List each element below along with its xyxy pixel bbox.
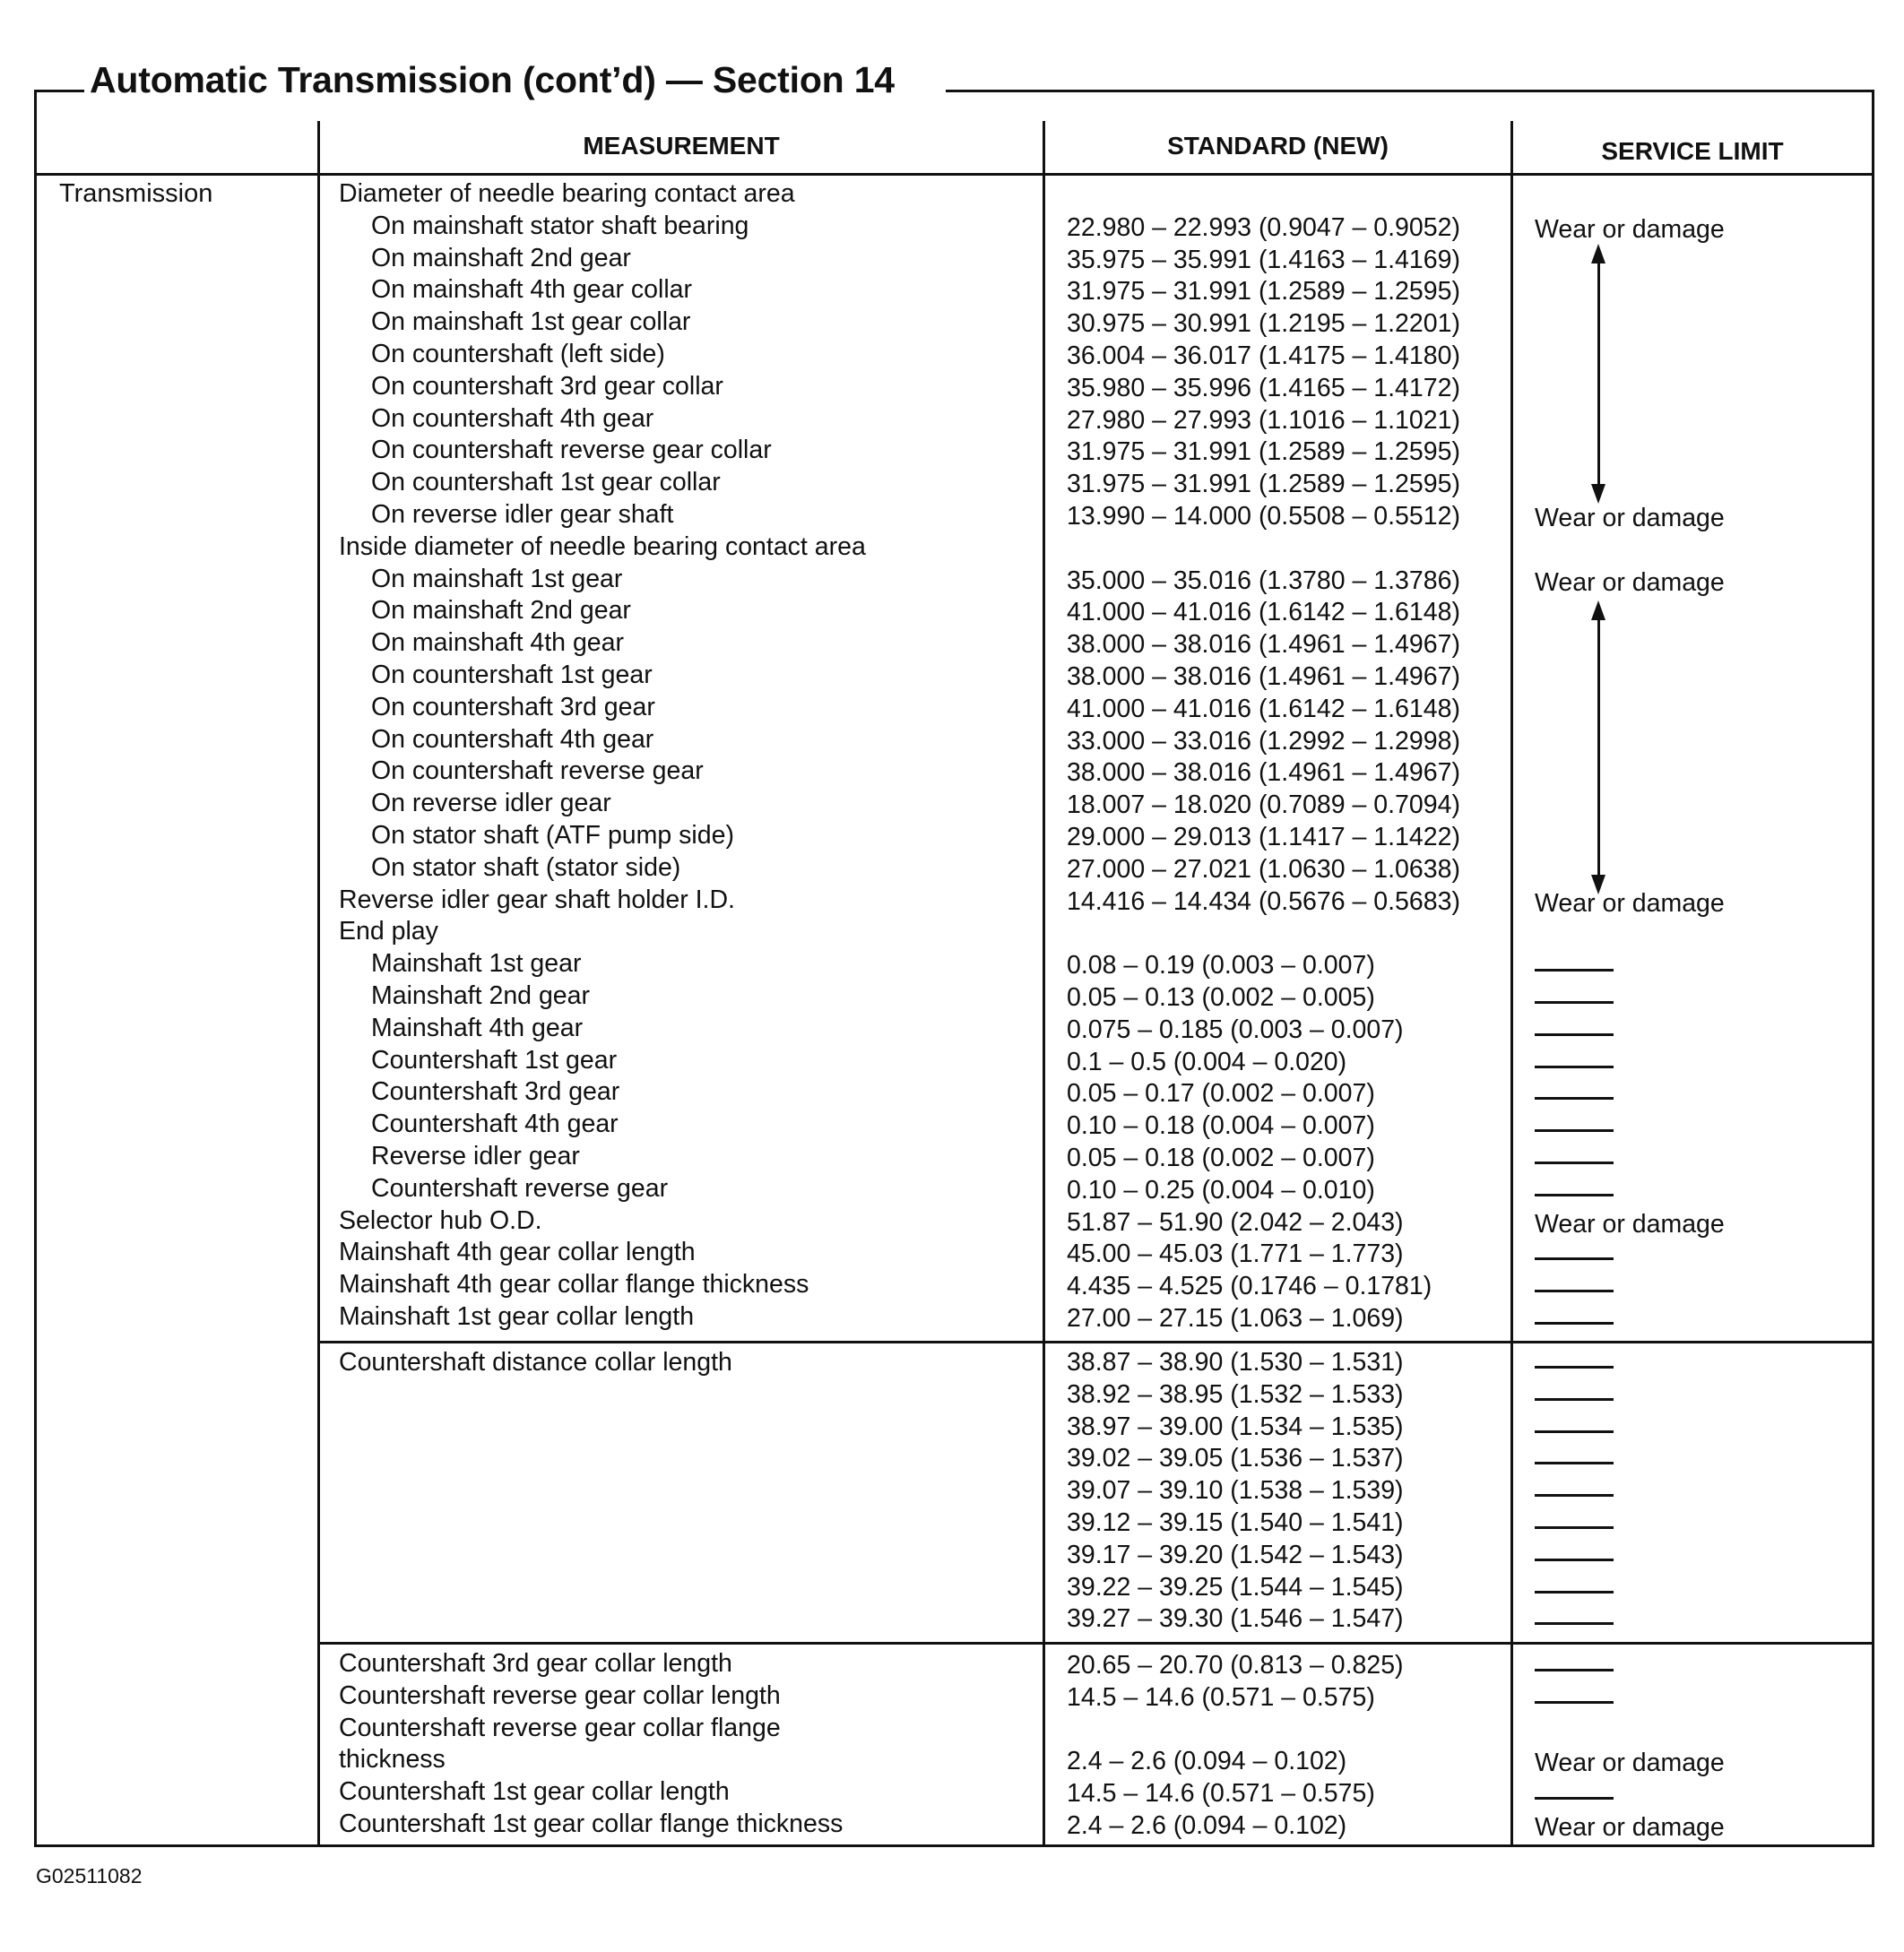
measurement-label: Mainshaft 4th gear collar length (339, 1238, 696, 1267)
no-limit-dash (1535, 1066, 1614, 1068)
no-limit-dash (1535, 1194, 1614, 1196)
standard-value: 38.92 – 38.95 (1.532 – 1.533) (1067, 1379, 1404, 1409)
no-limit-dash (1535, 1290, 1614, 1292)
measurement-label: Countershaft reverse gear collar length (339, 1680, 781, 1710)
no-limit-dash (1535, 1462, 1614, 1464)
measurement-label: Countershaft 1st gear collar length (339, 1777, 730, 1807)
standard-value: 39.02 – 39.05 (1.536 – 1.537) (1067, 1444, 1404, 1473)
standard-value: 27.00 – 27.15 (1.063 – 1.069) (1067, 1304, 1404, 1333)
standard-value: 51.87 – 51.90 (2.042 – 2.043) (1067, 1207, 1404, 1237)
standard-value: 35.980 – 35.996 (1.4165 – 1.4172) (1067, 373, 1460, 402)
standard-value: 0.075 – 0.185 (0.003 – 0.007) (1067, 1015, 1404, 1044)
arrow-down-icon (1591, 875, 1605, 894)
no-limit-dash (1535, 1494, 1614, 1497)
header-measurement: MEASUREMENT (583, 132, 780, 160)
standard-value: 31.975 – 31.991 (1.2589 – 1.2595) (1067, 277, 1460, 307)
standard-value: 14.5 – 14.6 (0.571 – 0.575) (1067, 1779, 1375, 1809)
frame-right (1872, 90, 1874, 1847)
measurement-label: On countershaft 4th gear (371, 403, 654, 433)
no-limit-dash (1535, 1033, 1614, 1036)
no-limit-dash (1535, 1797, 1614, 1800)
col-divider-2 (1043, 121, 1045, 1847)
measurement-label: Diameter of needle bearing contact area (339, 179, 795, 208)
measurement-label: On mainshaft 2nd gear (371, 596, 631, 626)
measurement-label: Countershaft distance collar length (339, 1348, 732, 1377)
no-limit-dash (1535, 1430, 1614, 1433)
section-divider-1 (317, 1341, 1874, 1343)
standard-value: 0.05 – 0.17 (0.002 – 0.007) (1067, 1079, 1375, 1109)
standard-value: 38.000 – 38.016 (1.4961 – 1.4967) (1067, 630, 1460, 660)
standard-value: 27.980 – 27.993 (1.1016 – 1.1021) (1067, 405, 1460, 435)
measurement-label: Countershaft 3rd gear collar length (339, 1649, 732, 1678)
measurement-label: Reverse idler gear (371, 1142, 580, 1170)
measurement-label: Selector hub O.D. (339, 1205, 542, 1235)
measurement-label: On countershaft reverse gear collar (371, 436, 772, 465)
no-limit-dash (1535, 1622, 1614, 1625)
standard-value: 0.05 – 0.18 (0.002 – 0.007) (1067, 1144, 1375, 1172)
standard-value: 18.007 – 18.020 (0.7089 – 0.7094) (1067, 790, 1460, 820)
standard-value: 35.975 – 35.991 (1.4163 – 1.4169) (1067, 245, 1460, 274)
no-limit-dash (1535, 1322, 1614, 1325)
measurement-label: Inside diameter of needle bearing contact area (339, 531, 866, 561)
measurement-label: On mainshaft 4th gear collar (371, 275, 693, 305)
no-limit-dash (1535, 1097, 1614, 1100)
frame-left (34, 90, 37, 1847)
measurement-label: Countershaft 1st gear collar flange thickness (339, 1809, 844, 1838)
title-rule-left (34, 90, 84, 92)
figure-code: G02511082 (36, 1864, 143, 1887)
standard-value: 0.08 – 0.19 (0.003 – 0.007) (1067, 951, 1375, 980)
standard-value: 31.975 – 31.991 (1.2589 – 1.2595) (1067, 470, 1460, 499)
measurement-label: On countershaft 1st gear collar (371, 468, 721, 497)
col-divider-3 (1510, 121, 1513, 1847)
standard-value: 0.1 – 0.5 (0.004 – 0.020) (1067, 1047, 1347, 1076)
no-limit-dash (1535, 1701, 1614, 1704)
no-limit-dash (1535, 1129, 1614, 1132)
measurement-label: On countershaft 4th gear (371, 724, 654, 754)
standard-value: 41.000 – 41.016 (1.6142 – 1.6148) (1067, 598, 1460, 627)
service-limit-value: Wear or damage (1535, 1813, 1725, 1842)
measurement-label: On stator shaft (ATF pump side) (371, 821, 734, 850)
standard-value: 45.00 – 45.03 (1.771 – 1.773) (1067, 1239, 1404, 1269)
standard-value: 39.12 – 39.15 (1.540 – 1.541) (1067, 1508, 1404, 1537)
service-limit-value: Wear or damage (1535, 504, 1725, 532)
frame-bottom (34, 1844, 1874, 1847)
standard-value: 41.000 – 41.016 (1.6142 – 1.6148) (1067, 694, 1460, 723)
measurement-label: On mainshaft 1st gear (371, 564, 623, 593)
standard-value: 14.5 – 14.6 (0.571 – 0.575) (1067, 1682, 1375, 1712)
standard-value: 2.4 – 2.6 (0.094 – 0.102) (1067, 1747, 1347, 1776)
measurement-label: On countershaft 3rd gear (371, 692, 655, 721)
standard-value: 38.87 – 38.90 (1.530 – 1.531) (1067, 1348, 1404, 1377)
range-arrow-line (1597, 617, 1600, 877)
standard-value: 27.000 – 27.021 (1.0630 – 1.0638) (1067, 854, 1460, 884)
measurement-label: thickness (339, 1745, 446, 1775)
service-limit-value: Wear or damage (1535, 214, 1725, 244)
no-limit-dash (1535, 1526, 1614, 1529)
standard-value: 39.17 – 39.20 (1.542 – 1.543) (1067, 1540, 1404, 1569)
measurement-label: Countershaft 1st gear (371, 1045, 618, 1075)
standard-value: 33.000 – 33.016 (1.2992 – 1.2998) (1067, 726, 1460, 756)
service-limit-value: Wear or damage (1535, 567, 1725, 597)
measurement-label: On mainshaft 1st gear collar (371, 307, 691, 337)
header-standard: STANDARD (NEW) (1167, 132, 1389, 160)
measurement-label: Countershaft reverse gear (371, 1173, 669, 1203)
page-title: Automatic Transmission (cont’d) — Section 14 (90, 59, 895, 100)
category-label: Transmission (59, 179, 213, 208)
standard-value: 14.416 – 14.434 (0.5676 – 0.5683) (1067, 886, 1460, 916)
measurement-label: Countershaft 3rd gear (371, 1077, 620, 1107)
measurement-label: On countershaft 1st gear (371, 661, 653, 689)
no-limit-dash (1535, 969, 1614, 972)
header-rule (34, 173, 1874, 176)
standard-value: 31.975 – 31.991 (1.2589 – 1.2595) (1067, 437, 1460, 467)
standard-value: 20.65 – 20.70 (0.813 – 0.825) (1067, 1651, 1404, 1680)
no-limit-dash (1535, 1162, 1614, 1164)
measurement-label: On reverse idler gear shaft (371, 500, 674, 529)
standard-value: 2.4 – 2.6 (0.094 – 0.102) (1067, 1811, 1347, 1840)
standard-value: 30.975 – 30.991 (1.2195 – 1.2201) (1067, 309, 1460, 339)
no-limit-dash (1535, 1559, 1614, 1561)
standard-value: 0.10 – 0.25 (0.004 – 0.010) (1067, 1175, 1375, 1205)
measurement-label: On stator shaft (stator side) (371, 852, 681, 882)
no-limit-dash (1535, 1257, 1614, 1260)
service-limit-value: Wear or damage (1535, 1209, 1725, 1239)
measurement-label: Mainshaft 1st gear (371, 949, 582, 979)
section-divider-2 (317, 1642, 1874, 1645)
standard-value: 35.000 – 35.016 (1.3780 – 1.3786) (1067, 566, 1460, 595)
measurement-label: On countershaft reverse gear (371, 756, 704, 786)
standard-value: 22.980 – 22.993 (0.9047 – 0.9052) (1067, 212, 1460, 242)
header-service-limit: SERVICE LIMIT (1601, 137, 1784, 165)
standard-value: 38.97 – 39.00 (1.534 – 1.535) (1067, 1412, 1404, 1441)
col-divider-1 (317, 121, 320, 1847)
no-limit-dash (1535, 1669, 1614, 1671)
measurement-label: Mainshaft 2nd gear (371, 981, 590, 1010)
standard-value: 4.435 – 4.525 (0.1746 – 0.1781) (1067, 1272, 1432, 1301)
measurement-label: On countershaft (left side) (371, 340, 665, 368)
standard-value: 38.000 – 38.016 (1.4961 – 1.4967) (1067, 758, 1460, 788)
standard-value: 29.000 – 29.013 (1.1417 – 1.1422) (1067, 823, 1460, 851)
title-rule-right (946, 90, 1874, 92)
no-limit-dash (1535, 1001, 1614, 1004)
standard-value: 39.27 – 39.30 (1.546 – 1.547) (1067, 1604, 1404, 1634)
measurement-label: On mainshaft stator shaft bearing (371, 211, 749, 240)
no-limit-dash (1535, 1591, 1614, 1594)
measurement-label: Countershaft 4th gear (371, 1110, 619, 1139)
standard-value: 39.07 – 39.10 (1.538 – 1.539) (1067, 1476, 1404, 1506)
standard-value: 38.000 – 38.016 (1.4961 – 1.4967) (1067, 662, 1460, 691)
measurement-label: Countershaft reverse gear collar flange (339, 1713, 781, 1742)
measurement-label: Reverse idler gear shaft holder I.D. (339, 885, 735, 914)
service-limit-value: Wear or damage (1535, 888, 1725, 918)
standard-value: 13.990 – 14.000 (0.5508 – 0.5512) (1067, 502, 1460, 531)
measurement-label: On countershaft 3rd gear collar (371, 371, 723, 401)
standard-value: 39.22 – 39.25 (1.544 – 1.545) (1067, 1572, 1404, 1602)
service-limit-value: Wear or damage (1535, 1749, 1725, 1778)
measurement-label: Mainshaft 4th gear (371, 1013, 584, 1042)
arrow-down-icon (1591, 484, 1605, 504)
measurement-label: On mainshaft 2nd gear (371, 243, 631, 272)
standard-value: 0.05 – 0.13 (0.002 – 0.005) (1067, 983, 1375, 1012)
standard-value: 0.10 – 0.18 (0.004 – 0.007) (1067, 1111, 1375, 1141)
measurement-label: On reverse idler gear (371, 789, 611, 818)
measurement-label: On mainshaft 4th gear (371, 628, 624, 658)
range-arrow-line (1597, 260, 1600, 486)
no-limit-dash (1535, 1398, 1614, 1401)
measurement-label: End play (339, 917, 438, 946)
measurement-label: Mainshaft 1st gear collar length (339, 1302, 695, 1331)
no-limit-dash (1535, 1366, 1614, 1369)
standard-value: 36.004 – 36.017 (1.4175 – 1.4180) (1067, 341, 1460, 370)
measurement-label: Mainshaft 4th gear collar flange thickness (339, 1270, 809, 1300)
